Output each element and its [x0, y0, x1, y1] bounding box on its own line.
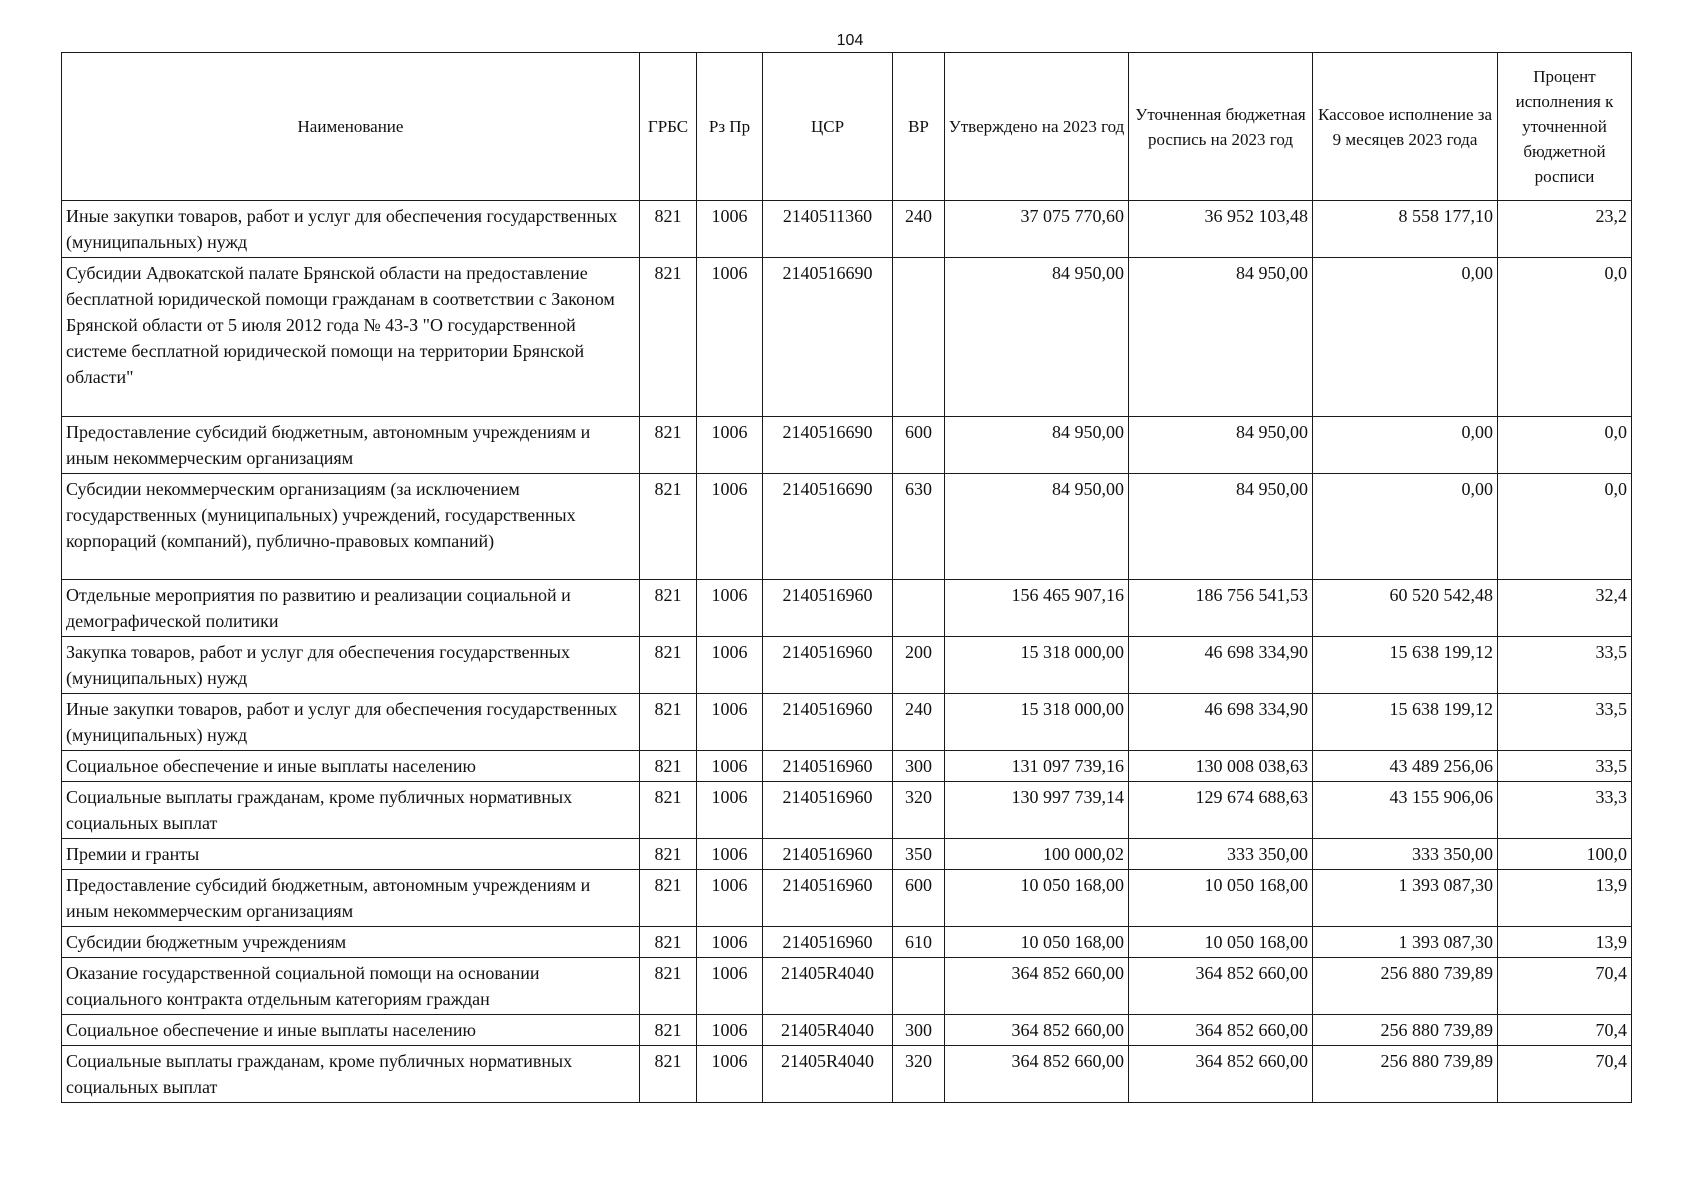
- table-row: [62, 474, 1632, 580]
- cell-name: Иные закупки товаров, работ и услуг для обеспечения государственных (муниципальных) нужд: [62, 694, 640, 751]
- cell-cash-execution: 256 880 739,89: [1313, 1046, 1498, 1103]
- cell-percent: 100,0: [1498, 839, 1632, 870]
- cell-vr: 610: [893, 927, 945, 958]
- cell-approved: 364 852 660,00: [945, 1015, 1129, 1046]
- cell-csr: 2140516960: [763, 751, 893, 782]
- cell-vr: 240: [893, 201, 945, 258]
- cell-approved: 100 000,02: [945, 839, 1129, 870]
- cell-vr: 320: [893, 1046, 945, 1103]
- cell-revised: 10 050 168,00: [1129, 927, 1313, 958]
- cell-approved: 10 050 168,00: [945, 927, 1129, 958]
- cell-approved: 15 318 000,00: [945, 637, 1129, 694]
- cell-csr: 2140516960: [763, 870, 893, 927]
- cell-name: Социальные выплаты гражданам, кроме публичных нормативных социальных выплат: [62, 1046, 640, 1103]
- cell-grbs: 821: [640, 958, 697, 1015]
- cell-csr: 2140516690: [763, 417, 893, 474]
- cell-name: Закупка товаров, работ и услуг для обеспечения государственных (муниципальных) нужд: [62, 637, 640, 694]
- cell-percent: 70,4: [1498, 1015, 1632, 1046]
- table-row: [62, 1046, 1632, 1103]
- cell-percent: 33,3: [1498, 782, 1632, 839]
- cell-csr: 2140516690: [763, 474, 893, 580]
- cell-revised: 129 674 688,63: [1129, 782, 1313, 839]
- cell-grbs: 821: [640, 1046, 697, 1103]
- cell-csr: 21405R4040: [763, 1015, 893, 1046]
- table-body: [62, 201, 1632, 1103]
- cell-percent: 13,9: [1498, 927, 1632, 958]
- header-grbs: ГРБС: [640, 53, 697, 201]
- cell-rzpr: 1006: [697, 958, 763, 1015]
- cell-name: Социальное обеспечение и иные выплаты населению: [62, 1015, 640, 1046]
- cell-rzpr: 1006: [697, 637, 763, 694]
- cell-vr: 350: [893, 839, 945, 870]
- cell-name: Субсидии бюджетным учреждениям: [62, 927, 640, 958]
- cell-vr: 300: [893, 1015, 945, 1046]
- cell-csr: 21405R4040: [763, 958, 893, 1015]
- table-row: [62, 637, 1632, 694]
- header-rzpr: Рз Пр: [697, 53, 763, 201]
- cell-revised: 333 350,00: [1129, 839, 1313, 870]
- cell-rzpr: 1006: [697, 927, 763, 958]
- cell-grbs: 821: [640, 694, 697, 751]
- cell-grbs: 821: [640, 580, 697, 637]
- cell-name: Иные закупки товаров, работ и услуг для обеспечения государственных (муниципальных) нужд: [62, 201, 640, 258]
- cell-csr: 2140516960: [763, 839, 893, 870]
- cell-percent: 32,4: [1498, 580, 1632, 637]
- cell-percent: 0,0: [1498, 474, 1632, 580]
- cell-cash-execution: 0,00: [1313, 474, 1498, 580]
- cell-vr: 600: [893, 870, 945, 927]
- cell-rzpr: 1006: [697, 1046, 763, 1103]
- cell-vr: 200: [893, 637, 945, 694]
- table-row: [62, 839, 1632, 870]
- cell-revised: 84 950,00: [1129, 417, 1313, 474]
- cell-vr: [893, 958, 945, 1015]
- cell-approved: 156 465 907,16: [945, 580, 1129, 637]
- cell-rzpr: 1006: [697, 870, 763, 927]
- cell-cash-execution: 1 393 087,30: [1313, 870, 1498, 927]
- cell-cash-execution: 256 880 739,89: [1313, 1015, 1498, 1046]
- cell-grbs: 821: [640, 870, 697, 927]
- cell-rzpr: 1006: [697, 417, 763, 474]
- cell-grbs: 821: [640, 417, 697, 474]
- cell-name: Субсидии Адвокатской палате Брянской области на предоставление бесплатной юридической помощи гражданам в соответствии с Законом Брянской области от 5 июля 2012 года № 43-З "О государственной системе бесплатной юридической помощи на территории Брянской области": [62, 258, 640, 417]
- cell-revised: 10 050 168,00: [1129, 870, 1313, 927]
- cell-grbs: 821: [640, 782, 697, 839]
- cell-cash-execution: 0,00: [1313, 258, 1498, 417]
- table-row: [62, 201, 1632, 258]
- cell-percent: 13,9: [1498, 870, 1632, 927]
- cell-grbs: 821: [640, 927, 697, 958]
- header-row: [62, 53, 1632, 201]
- header-percent: Процент исполнения к уточненной бюджетной росписи: [1498, 53, 1632, 201]
- cell-rzpr: 1006: [697, 474, 763, 580]
- cell-cash-execution: 8 558 177,10: [1313, 201, 1498, 258]
- cell-name: Предоставление субсидий бюджетным, автономным учреждениям и иным некоммерческим организациям: [62, 417, 640, 474]
- header-cash-execution: Кассовое исполнение за 9 месяцев 2023 года: [1313, 53, 1498, 201]
- cell-percent: 70,4: [1498, 1046, 1632, 1103]
- cell-cash-execution: 15 638 199,12: [1313, 694, 1498, 751]
- cell-percent: 23,2: [1498, 201, 1632, 258]
- cell-rzpr: 1006: [697, 694, 763, 751]
- cell-revised: 364 852 660,00: [1129, 958, 1313, 1015]
- cell-cash-execution: 333 350,00: [1313, 839, 1498, 870]
- cell-rzpr: 1006: [697, 258, 763, 417]
- cell-grbs: 821: [640, 637, 697, 694]
- cell-rzpr: 1006: [697, 580, 763, 637]
- cell-approved: 15 318 000,00: [945, 694, 1129, 751]
- cell-vr: [893, 258, 945, 417]
- table-header: [62, 53, 1632, 201]
- cell-rzpr: 1006: [697, 201, 763, 258]
- cell-cash-execution: 43 155 906,06: [1313, 782, 1498, 839]
- cell-grbs: 821: [640, 839, 697, 870]
- cell-revised: 36 952 103,48: [1129, 201, 1313, 258]
- cell-rzpr: 1006: [697, 751, 763, 782]
- header-csr: ЦСР: [763, 53, 893, 201]
- cell-revised: 364 852 660,00: [1129, 1015, 1313, 1046]
- cell-cash-execution: 0,00: [1313, 417, 1498, 474]
- cell-revised: 130 008 038,63: [1129, 751, 1313, 782]
- table-row: [62, 694, 1632, 751]
- cell-csr: 2140516960: [763, 694, 893, 751]
- cell-csr: 2140516960: [763, 637, 893, 694]
- cell-name: Премии и гранты: [62, 839, 640, 870]
- cell-approved: 37 075 770,60: [945, 201, 1129, 258]
- cell-percent: 70,4: [1498, 958, 1632, 1015]
- cell-csr: 2140516960: [763, 927, 893, 958]
- cell-revised: 364 852 660,00: [1129, 1046, 1313, 1103]
- cell-vr: 300: [893, 751, 945, 782]
- cell-approved: 84 950,00: [945, 417, 1129, 474]
- cell-rzpr: 1006: [697, 1015, 763, 1046]
- cell-rzpr: 1006: [697, 839, 763, 870]
- cell-approved: 10 050 168,00: [945, 870, 1129, 927]
- cell-grbs: 821: [640, 258, 697, 417]
- table-row: [62, 751, 1632, 782]
- cell-approved: 131 097 739,16: [945, 751, 1129, 782]
- cell-percent: 0,0: [1498, 258, 1632, 417]
- cell-name: Социальные выплаты гражданам, кроме публичных нормативных социальных выплат: [62, 782, 640, 839]
- cell-vr: 240: [893, 694, 945, 751]
- table-row: [62, 258, 1632, 417]
- cell-approved: 130 997 739,14: [945, 782, 1129, 839]
- cell-csr: 2140516960: [763, 580, 893, 637]
- cell-approved: 84 950,00: [945, 258, 1129, 417]
- cell-csr: 2140511360: [763, 201, 893, 258]
- table-row: [62, 782, 1632, 839]
- cell-name: Субсидии некоммерческим организациям (за исключением государственных (муниципальных) учреждений, государственных корпораций (компаний), публично-правовых компаний): [62, 474, 640, 580]
- cell-name: Социальное обеспечение и иные выплаты населению: [62, 751, 640, 782]
- cell-csr: 2140516690: [763, 258, 893, 417]
- cell-percent: 33,5: [1498, 751, 1632, 782]
- cell-percent: 0,0: [1498, 417, 1632, 474]
- cell-vr: 600: [893, 417, 945, 474]
- cell-cash-execution: 1 393 087,30: [1313, 927, 1498, 958]
- budget-table: [61, 52, 1632, 1103]
- cell-grbs: 821: [640, 201, 697, 258]
- cell-grbs: 821: [640, 1015, 697, 1046]
- table-row: [62, 1015, 1632, 1046]
- cell-cash-execution: 60 520 542,48: [1313, 580, 1498, 637]
- cell-cash-execution: 15 638 199,12: [1313, 637, 1498, 694]
- cell-approved: 364 852 660,00: [945, 958, 1129, 1015]
- cell-revised: 84 950,00: [1129, 474, 1313, 580]
- cell-name: Оказание государственной социальной помощи на основании социального контракта отдельным категориям граждан: [62, 958, 640, 1015]
- cell-revised: 46 698 334,90: [1129, 694, 1313, 751]
- cell-cash-execution: 256 880 739,89: [1313, 958, 1498, 1015]
- table-row: [62, 870, 1632, 927]
- cell-name: Отдельные мероприятия по развитию и реализации социальной и демографической политики: [62, 580, 640, 637]
- cell-approved: 364 852 660,00: [945, 1046, 1129, 1103]
- cell-cash-execution: 43 489 256,06: [1313, 751, 1498, 782]
- cell-revised: 186 756 541,53: [1129, 580, 1313, 637]
- header-name: Наименование: [62, 53, 640, 201]
- cell-rzpr: 1006: [697, 782, 763, 839]
- table-row: [62, 958, 1632, 1015]
- cell-vr: 630: [893, 474, 945, 580]
- header-approved: Утверждено на 2023 год: [945, 53, 1129, 201]
- cell-grbs: 821: [640, 751, 697, 782]
- table-row: [62, 417, 1632, 474]
- cell-revised: 84 950,00: [1129, 258, 1313, 417]
- header-revised: Уточненная бюджетная роспись на 2023 год: [1129, 53, 1313, 201]
- cell-vr: [893, 580, 945, 637]
- table-row: [62, 927, 1632, 958]
- cell-vr: 320: [893, 782, 945, 839]
- cell-approved: 84 950,00: [945, 474, 1129, 580]
- cell-percent: 33,5: [1498, 637, 1632, 694]
- cell-csr: 2140516960: [763, 782, 893, 839]
- cell-csr: 21405R4040: [763, 1046, 893, 1103]
- cell-name: Предоставление субсидий бюджетным, автономным учреждениям и иным некоммерческим организациям: [62, 870, 640, 927]
- table-row: [62, 580, 1632, 637]
- cell-revised: 46 698 334,90: [1129, 637, 1313, 694]
- cell-percent: 33,5: [1498, 694, 1632, 751]
- cell-grbs: 821: [640, 474, 697, 580]
- page-number: 104: [836, 32, 864, 49]
- header-vr: ВР: [893, 53, 945, 201]
